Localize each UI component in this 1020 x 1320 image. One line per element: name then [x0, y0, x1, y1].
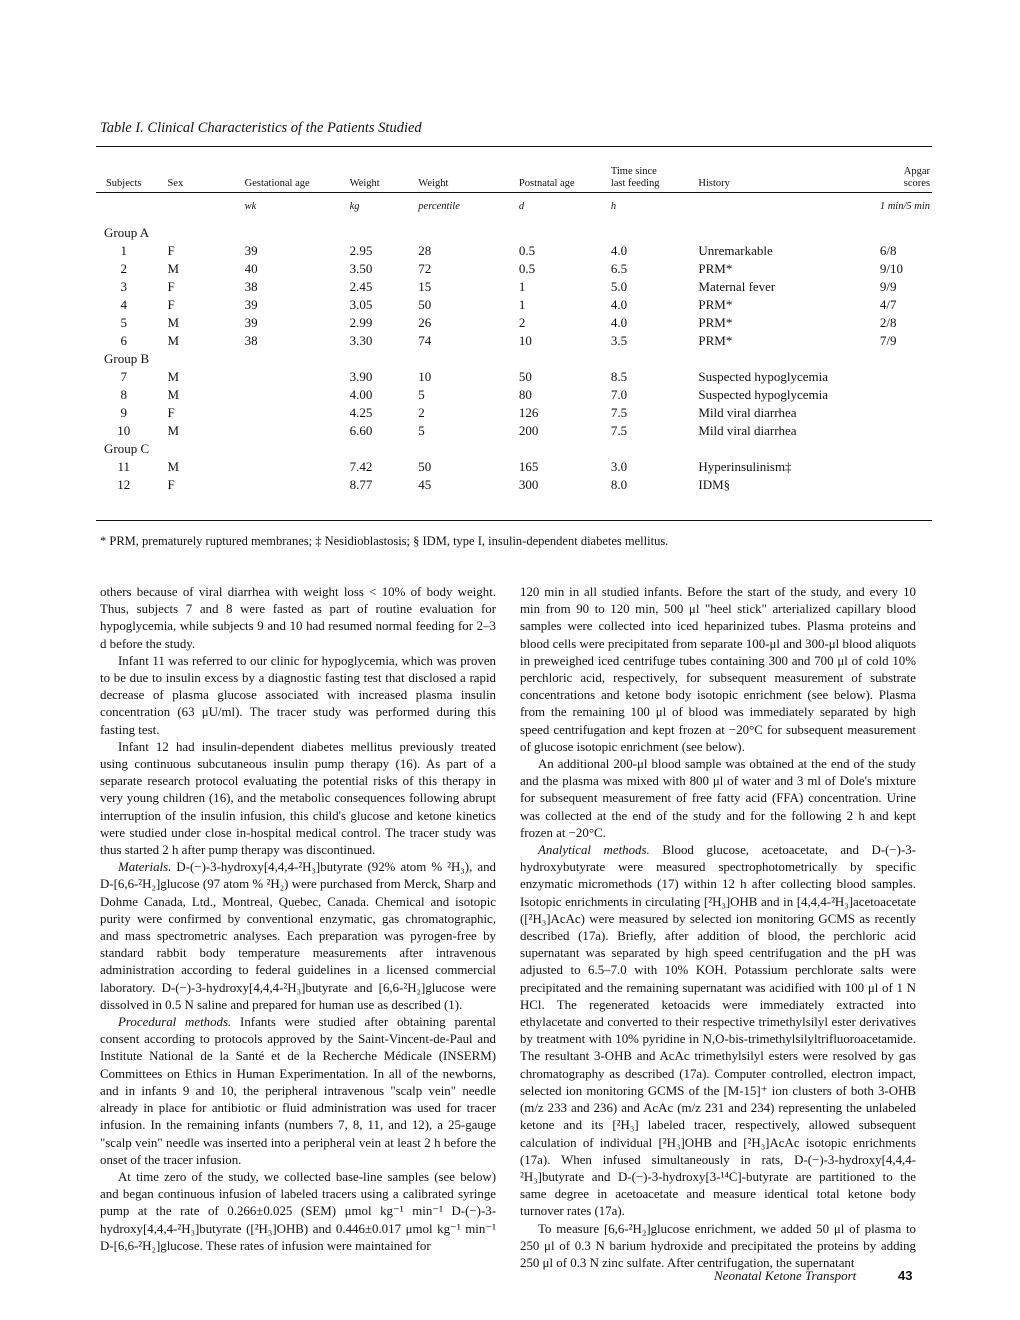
cell-gestational-age — [217, 368, 334, 386]
cell-weight: 2.45 — [349, 279, 373, 294]
table-header-row — [96, 154, 932, 190]
cell-sex: M — [167, 261, 180, 276]
table-row — [96, 368, 932, 386]
cell-weight-percentile: 74 — [418, 333, 432, 348]
cell-time-since-feeding: 4.0 — [610, 243, 628, 258]
group-row — [96, 224, 932, 242]
cell-gestational-age — [217, 458, 334, 476]
header-weight: Weight — [349, 178, 380, 189]
cell-history: IDM§ — [698, 477, 731, 492]
header-apgar: Apgar scores — [903, 166, 930, 189]
cell-weight: 7.42 — [349, 459, 373, 474]
cell-history: PRM* — [698, 261, 733, 276]
cell-sex: M — [167, 387, 180, 402]
cell-sex: M — [167, 459, 180, 474]
body-column-right — [520, 584, 916, 1272]
table-row — [96, 278, 932, 296]
body-column-left — [100, 584, 496, 1255]
cell-history: Unremarkable — [698, 243, 773, 258]
cell-subject: 6 — [120, 333, 127, 348]
cell-history: Mild viral diarrhea — [698, 405, 797, 420]
body-paragraph — [100, 739, 496, 859]
cell-postnatal-age: 1 — [518, 279, 526, 294]
cell-time-since-feeding: 4.0 — [610, 297, 628, 312]
cell-subject: 11 — [117, 459, 130, 474]
cell-postnatal-age: 300 — [518, 477, 539, 492]
cell-gestational-age: 38 — [244, 279, 258, 294]
cell-history: PRM* — [698, 315, 733, 330]
cell-weight: 4.25 — [349, 405, 373, 420]
group-row — [96, 350, 932, 368]
cell-subject: 8 — [120, 387, 127, 402]
header-time-since-line1: Time since — [610, 166, 657, 177]
cell-history: Mild viral diarrhea — [698, 423, 797, 438]
cell-postnatal-age: 200 — [518, 423, 539, 438]
cell-history: PRM* — [698, 297, 733, 312]
cell-postnatal-age: 2 — [518, 315, 526, 330]
cell-weight-percentile: 5 — [418, 423, 425, 438]
body-paragraph — [520, 756, 916, 842]
paragraph-text: others because of viral diarrhea with weight loss < 10% of body weight. Thus, subjects 7 and 8 were fasted as part of routine evaluation for hypoglycemia, while subjects 9 and 10 had resumed normal feeding for 2–3 d before the study. — [100, 585, 496, 651]
paragraph-text: At time zero of the study, we collected base-line samples (see below) and began continuous infusion of labeled tracers using a calibrated syringe pump at the rate of 0.266±0.025 (SEM) μmol kg⁻¹ min⁻¹ D-(−)-3-hydroxy[4,4,4-²H₃]butyrate ([²H₃]OHB) and 0.446±0.017 μmol kg⁻¹ min⁻¹ D-[6,6-²H₂]glucose. These rates of infusion were maintained for — [100, 1169, 496, 1253]
cell-apgar — [850, 422, 932, 440]
unit-weight: kg — [349, 201, 360, 212]
cell-weight-percentile: 26 — [418, 315, 432, 330]
cell-apgar — [850, 368, 932, 386]
cell-subject: 2 — [120, 261, 127, 276]
cell-time-since-feeding: 7.5 — [610, 423, 628, 438]
table-row — [96, 242, 932, 260]
cell-time-since-feeding: 8.5 — [610, 369, 628, 384]
cell-apgar — [850, 476, 932, 494]
paragraph-text: To measure [6,6-²H₂]glucose enrichment, we added 50 μl of plasma to 250 μl of 0.3 N barium hydroxide and precipitated the proteins by adding 250 μl of 0.3 N zinc sulfate. After centrifugation, the supernatant — [520, 1221, 916, 1270]
body-paragraph — [520, 842, 916, 1220]
cell-apgar: 9/10 — [879, 261, 903, 276]
cell-postnatal-age: 0.5 — [518, 243, 536, 258]
unit-weight-percentile: percentile — [418, 201, 460, 212]
section-run-in-heading: Analytical methods. — [538, 843, 650, 858]
table-footnote: * PRM, prematurely ruptured membranes; ‡ Nesidioblastosis; § IDM, type I, insulin-dependent diabetes mellitus. — [100, 534, 669, 548]
cell-history: Hyperinsulinism‡ — [698, 459, 792, 474]
table-row — [96, 386, 932, 404]
header-postnatal-age: Postnatal age — [518, 178, 575, 189]
table-caption: Table I. Clinical Characteristics of the Patients Studied — [100, 120, 422, 136]
table-row — [96, 476, 932, 494]
cell-weight: 3.05 — [349, 297, 373, 312]
cell-gestational-age: 38 — [244, 333, 258, 348]
cell-apgar — [850, 458, 932, 476]
body-paragraph — [100, 584, 496, 653]
cell-sex: F — [167, 477, 175, 492]
group-label: Group B — [104, 351, 150, 366]
unit-gestational-age: wk — [244, 201, 257, 212]
cell-sex: M — [167, 333, 180, 348]
cell-weight-percentile: 28 — [418, 243, 432, 258]
cell-sex: M — [167, 369, 180, 384]
cell-history: PRM* — [698, 333, 733, 348]
body-paragraph — [100, 859, 496, 1014]
cell-gestational-age: 39 — [244, 243, 258, 258]
table-row — [96, 422, 932, 440]
cell-sex: F — [167, 243, 175, 258]
body-paragraph — [100, 1169, 496, 1255]
cell-weight: 4.00 — [349, 387, 373, 402]
body-paragraph — [520, 584, 916, 756]
cell-subject: 10 — [117, 423, 131, 438]
cell-gestational-age — [217, 422, 334, 440]
unit-apgar: 1 min/5 min — [879, 201, 930, 212]
cell-weight: 8.77 — [349, 477, 373, 492]
cell-gestational-age: 39 — [244, 297, 258, 312]
cell-apgar: 2/8 — [879, 315, 897, 330]
header-sex: Sex — [167, 178, 184, 189]
body-paragraph — [100, 653, 496, 739]
cell-sex: M — [167, 423, 180, 438]
clinical-characteristics-table — [96, 154, 932, 494]
cell-weight-percentile: 2 — [418, 405, 425, 420]
cell-gestational-age — [217, 404, 334, 422]
cell-subject: 7 — [120, 369, 127, 384]
paragraph-text: D-(−)-3-hydroxy[4,4,4-²H₃]butyrate (92% atom % ²H₃), and D-[6,6-²H₂]glucose (97 atom % ²H₂) were purchased from Merck, Sharp and Dohme Canada, Ltd., Montreal, Quebec, Canada. Chemical and isotopic purity were confirmed by conventional enzymatic, gas chromatographic, and mass spectrometric analyses. Each preparation was pyrogen-free by standard rabbit body temperature measurements after intravenous administration according to federal guidelines in a licensed commercial laboratory. D-(−)-3-hydroxy[4,4,4-²H₃]butyrate and [6,6-²H₂]glucose were dissolved in 0.5 N saline and prepared for human use as described (1). — [100, 860, 496, 1012]
table-row — [96, 458, 932, 476]
body-paragraph — [520, 1221, 916, 1273]
table-units-row — [96, 190, 932, 224]
cell-subject: 1 — [120, 243, 127, 258]
cell-postnatal-age: 10 — [518, 333, 532, 348]
section-run-in-heading: Materials. — [118, 860, 172, 875]
section-run-in-heading: Procedural methods. — [118, 1015, 232, 1030]
cell-apgar — [850, 386, 932, 404]
page-number: 43 — [898, 1268, 913, 1283]
cell-time-since-feeding: 7.0 — [610, 387, 628, 402]
group-label: Group C — [104, 441, 150, 456]
cell-time-since-feeding: 6.5 — [610, 261, 628, 276]
cell-postnatal-age: 80 — [518, 387, 532, 402]
table-bottom-rule — [96, 520, 932, 521]
table-row — [96, 332, 932, 350]
cell-weight-percentile: 45 — [418, 477, 432, 492]
cell-weight-percentile: 50 — [418, 297, 432, 312]
paragraph-text: Blood glucose, acetoacetate, and D-(−)-3-hydroxybutyrate were measured spectrophotometrically by specific enzymatic micromethods (17) within 12 h after collecting blood samples. Isotopic enrichments in circulating [²H₃]OHB and in [4,4,4-²H₃]acetoacetate ([²H₃]AcAc) were measured by selected ion monitoring GCMS as recently described (17a). Briefly, after addition of blood, the perchloric acid supernatant was separated by high speed centrifugation and the pH was adjusted to 6.5–7.0 with 10% KOH. Potassium perchlorate salts were precipitated and the remaining supernatant was acidified with 100 μl of 1 N HCl. The regenerated ketoacids were immediately extracted into ethylacetate and converted to their respective trimethylsilyl ester derivatives by treatment with 10% pyridine in N,O-bis-trimethylsilyltrifluoroacetamide. The resultant 3-OHB and AcAc trimethylsilyl esters were resolved by gas chromatography as described (17a). Computer controlled, electron impact, selected ion monitoring GCMS of the [M-15]⁺ ion clusters of both 3-OHB (m/z 233 and 236) and AcAc (m/z 231 and 234) representing the unlabeled ketone and its [²H₃] labeled tracer, respectively, allowed subsequent calculation of individual [²H₃]OHB and [²H₃]AcAc isotopic enrichments (17a). When infused simultaneously in rats, D-(−)-3-hydroxy[4,4,4-²H₃]butyrate and D-(−)-3-hydroxy[3-¹⁴C]-butyrate are partitioned to the same degree in acetoacetate and measure identical total ketone body turnover rates (17a). — [520, 843, 917, 1219]
group-label: Group A — [104, 225, 150, 240]
table-body — [96, 224, 932, 494]
cell-history: Maternal fever — [698, 279, 776, 294]
cell-time-since-feeding: 7.5 — [610, 405, 628, 420]
header-time-since-line2: last feeding — [610, 178, 660, 189]
paragraph-text: Infant 12 had insulin-dependent diabetes mellitus previously treated using continuous subcutaneous insulin pump therapy (16). As part of a separate research protocol evaluating the potential risks of this therapy in very young children (16), and the metabolic consequences following abrupt interruption of the insulin infusion, this child's glucose and ketone kinetics were studied under close in-hospital medical control. The tracer study was thus started 2 h after pump therapy was discontinued. — [100, 739, 496, 858]
cell-time-since-feeding: 4.0 — [610, 315, 628, 330]
cell-subject: 4 — [120, 297, 127, 312]
cell-subject: 3 — [120, 279, 127, 294]
cell-gestational-age — [217, 476, 334, 494]
cell-subject: 12 — [117, 477, 131, 492]
cell-history: Suspected hypoglycemia — [698, 387, 828, 402]
cell-weight: 3.50 — [349, 261, 373, 276]
header-time-since-feeding — [597, 154, 683, 190]
table-row — [96, 260, 932, 278]
cell-weight: 3.90 — [349, 369, 373, 384]
cell-apgar: 6/8 — [879, 243, 897, 258]
cell-weight-percentile: 72 — [418, 261, 432, 276]
cell-weight: 3.30 — [349, 333, 373, 348]
cell-weight-percentile: 50 — [418, 459, 432, 474]
table-row — [96, 404, 932, 422]
header-weight-percentile: Weight — [418, 178, 449, 189]
table-top-rule — [96, 146, 932, 147]
cell-postnatal-age: 50 — [518, 369, 532, 384]
cell-time-since-feeding: 3.5 — [610, 333, 628, 348]
cell-gestational-age: 40 — [244, 261, 258, 276]
cell-gestational-age: 39 — [244, 315, 258, 330]
cell-sex: F — [167, 297, 175, 312]
cell-weight: 6.60 — [349, 423, 373, 438]
cell-apgar: 7/9 — [879, 333, 897, 348]
cell-weight-percentile: 15 — [418, 279, 432, 294]
paragraph-text: An additional 200-μl blood sample was obtained at the end of the study and the plasma was mixed with 800 μl of water and 3 ml of Dole's mixture for subsequent measurement of free fatty acid (FFA) concentration. Urine was collected at the end of the study and for the following 2 h and kept frozen at −20°C. — [520, 757, 916, 840]
unit-postnatal-age: d — [518, 201, 525, 212]
cell-weight: 2.99 — [349, 315, 373, 330]
cell-sex: F — [167, 405, 175, 420]
cell-apgar: 9/9 — [879, 279, 897, 294]
cell-time-since-feeding: 3.0 — [610, 459, 628, 474]
running-footer-title: Neonatal Ketone Transport — [714, 1268, 857, 1283]
cell-history: Suspected hypoglycemia — [698, 369, 828, 384]
cell-postnatal-age: 0.5 — [518, 261, 536, 276]
paragraph-text: Infant 11 was referred to our clinic for hypoglycemia, which was proven to be due to insulin excess by a diagnostic fasting test that disclosed a rapid decrease of plasma glucose associated with increased plasma insulin concentration (63 μU/ml). The tracer study was performed during this fasting test. — [100, 653, 496, 737]
cell-weight-percentile: 10 — [418, 369, 432, 384]
cell-weight: 2.95 — [349, 243, 373, 258]
header-subjects: Subjects — [105, 178, 142, 189]
cell-sex: F — [167, 279, 175, 294]
header-gestational-age: Gestational age — [244, 178, 310, 189]
cell-apgar — [850, 404, 932, 422]
header-history: History — [698, 178, 730, 189]
cell-subject: 9 — [120, 405, 127, 420]
cell-time-since-feeding: 8.0 — [610, 477, 628, 492]
paragraph-text: Infants were studied after obtaining parental consent according to protocols approved by the Saint-Vincent-de-Paul and Institute National de la Santé et de la Recherche Médicale (INSERM) Committees on Ethics in Human Experimentation. In all of the newborns, and in infants 9 and 10, the peripheral intravenous "scalp vein" needle already in place for antibiotic or fluid administration was used for tracer infusion. In the remaining infants (numbers 7, 8, 11, and 12), a 25-gauge "scalp vein" needle was inserted into a peripheral vein at least 2 h before the onset of the tracer infusion. — [100, 1015, 496, 1167]
cell-time-since-feeding: 5.0 — [610, 279, 628, 294]
group-row — [96, 440, 932, 458]
cell-sex: M — [167, 315, 180, 330]
cell-postnatal-age: 126 — [518, 405, 539, 420]
cell-subject: 5 — [120, 315, 127, 330]
unit-time-since-feeding: h — [610, 201, 617, 212]
paragraph-text: 120 min in all studied infants. Before the start of the study, and every 10 min from 90 to 120 min, 500 μl "heel stick" arterialized capillary blood samples were collected into iced heparinized tubes. Plasma proteins and blood cells were precipitated from separate 100-μl and 300-μl blood aliquots in preweighed iced centrifuge tubes containing 300 and 700 μl of cold 10% perchloric acid, respectively, for subsequent measurement of substrate concentrations and ketone body isotopic enrichment (see below). Plasma from the remaining 100 μl of blood was immediately separated by high speed centrifugation and kept frozen at −20°C for subsequent measurement of glucose isotopic enrichment (see below). — [520, 585, 916, 754]
cell-gestational-age — [217, 386, 334, 404]
table-header-rule — [96, 192, 932, 193]
table-row — [96, 314, 932, 332]
cell-postnatal-age: 165 — [518, 459, 539, 474]
body-paragraph — [100, 1014, 496, 1169]
table-row — [96, 296, 932, 314]
cell-weight-percentile: 5 — [418, 387, 425, 402]
cell-postnatal-age: 1 — [518, 297, 526, 312]
cell-apgar: 4/7 — [879, 297, 897, 312]
